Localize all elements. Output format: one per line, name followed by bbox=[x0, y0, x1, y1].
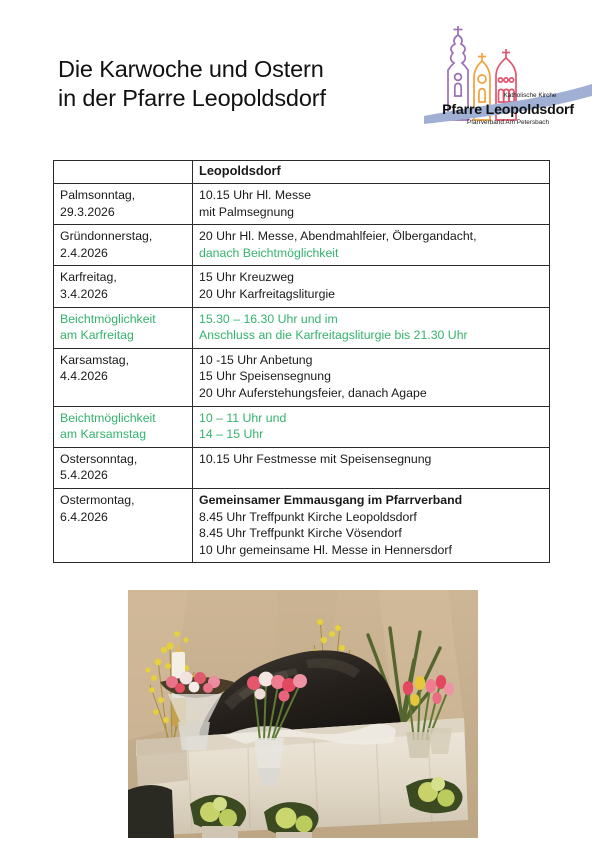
entry-line: 10.15 Uhr Festmesse mit Speisensegnung bbox=[199, 451, 432, 466]
table-row bbox=[54, 447, 550, 488]
entry-line: 15.30 – 16.30 Uhr und im bbox=[199, 311, 338, 326]
day-line: 5.4.2026 bbox=[60, 468, 108, 483]
entries-cell bbox=[193, 348, 550, 406]
day-line: 29.3.2026 bbox=[60, 204, 115, 219]
day-cell bbox=[54, 488, 193, 562]
header-location-column: Leopoldsdorf bbox=[193, 161, 550, 184]
table-row bbox=[54, 488, 550, 562]
day-cell bbox=[54, 307, 193, 348]
entries-cell bbox=[193, 266, 550, 307]
day-cell bbox=[54, 184, 193, 225]
table-row bbox=[54, 348, 550, 406]
day-line: Beichtmöglichkeit bbox=[60, 410, 156, 425]
entry-line: Gemeinsamer Emmausgang im Pfarrverband bbox=[199, 492, 463, 507]
table-body bbox=[54, 184, 550, 563]
entry-line: 8.45 Uhr Treffpunkt Kirche Leopoldsdorf bbox=[199, 509, 417, 524]
day-line: Palmsonntag, bbox=[60, 188, 136, 202]
table-row bbox=[54, 307, 550, 348]
entries-cell bbox=[193, 447, 550, 488]
day-line: Ostersonntag, bbox=[60, 451, 138, 466]
entry-line: 10.15 Uhr Hl. Messe bbox=[199, 188, 312, 202]
entry-line: 10 -15 Uhr Anbetung bbox=[199, 352, 313, 367]
entry-line: 10 Uhr gemeinsame Hl. Messe in Hennersdorf bbox=[199, 542, 452, 557]
heiliges-grab-photo bbox=[128, 590, 478, 838]
day-line: Karsamstag, bbox=[60, 352, 130, 367]
entry-line: 8.45 Uhr Treffpunkt Kirche Vösendorf bbox=[199, 526, 402, 541]
entry-line: 15 Uhr Kreuzweg bbox=[199, 270, 295, 285]
entries-cell bbox=[193, 307, 550, 348]
entries-cell bbox=[193, 488, 550, 562]
entry-line: Anschluss an die Karfreitagsliturgie bis 21.30 Uhr bbox=[199, 328, 468, 343]
day-line: am Karfreitag bbox=[60, 328, 134, 343]
logo-subline: Pfarrverband Am Petersbach bbox=[466, 119, 550, 126]
day-cell bbox=[54, 406, 193, 447]
logo-superline: Katholische Kirche bbox=[503, 92, 557, 99]
day-line: 2.4.2026 bbox=[60, 245, 108, 260]
day-cell bbox=[54, 266, 193, 307]
day-cell bbox=[54, 225, 193, 266]
entry-line: 15 Uhr Speisensegnung bbox=[199, 369, 331, 384]
entries-cell bbox=[193, 184, 550, 225]
entry-line: danach Beichtmöglichkeit bbox=[199, 245, 339, 260]
day-line: 4.4.2026 bbox=[60, 369, 108, 384]
entry-line: 20 Uhr Karfreitagsliturgie bbox=[199, 286, 336, 301]
day-cell bbox=[54, 348, 193, 406]
header-day-column bbox=[54, 161, 193, 184]
day-line: 6.4.2026 bbox=[60, 509, 108, 524]
day-line: 3.4.2026 bbox=[60, 286, 108, 301]
page-title-line-2: in der Pfarre Leopoldsdorf bbox=[58, 85, 326, 111]
day-line: Beichtmöglichkeit bbox=[60, 311, 156, 326]
day-line: am Karsamstag bbox=[60, 427, 147, 442]
logo-name-line: Pfarre Leopoldsdorf bbox=[442, 102, 574, 118]
day-line: Karfreitag, bbox=[60, 270, 117, 285]
table-row bbox=[54, 184, 550, 225]
page-title bbox=[58, 55, 326, 113]
page-title-line-1: Die Karwoche und Ostern bbox=[58, 56, 324, 82]
entry-line: 10 – 11 Uhr und bbox=[199, 410, 287, 425]
easter-schedule-table bbox=[53, 160, 550, 563]
document-header bbox=[0, 0, 605, 150]
entry-line: 20 Uhr Auferstehungsfeier, danach Agape bbox=[199, 385, 427, 400]
pfarre-leopoldsdorf-logo bbox=[424, 22, 592, 142]
entries-cell bbox=[193, 225, 550, 266]
table-header-row bbox=[54, 161, 550, 184]
entry-line: 20 Uhr Hl. Messe, Abendmahlfeier, Ölbergandacht, bbox=[199, 229, 477, 244]
table-row bbox=[54, 406, 550, 447]
table-row bbox=[54, 266, 550, 307]
day-cell bbox=[54, 447, 193, 488]
entry-line: mit Palmsegnung bbox=[199, 204, 295, 219]
table-row bbox=[54, 225, 550, 266]
entries-cell bbox=[193, 406, 550, 447]
entry-line: 14 – 15 Uhr bbox=[199, 427, 264, 442]
day-line: Gründonnerstag, bbox=[60, 229, 153, 244]
day-line: Ostermontag, bbox=[60, 492, 135, 507]
